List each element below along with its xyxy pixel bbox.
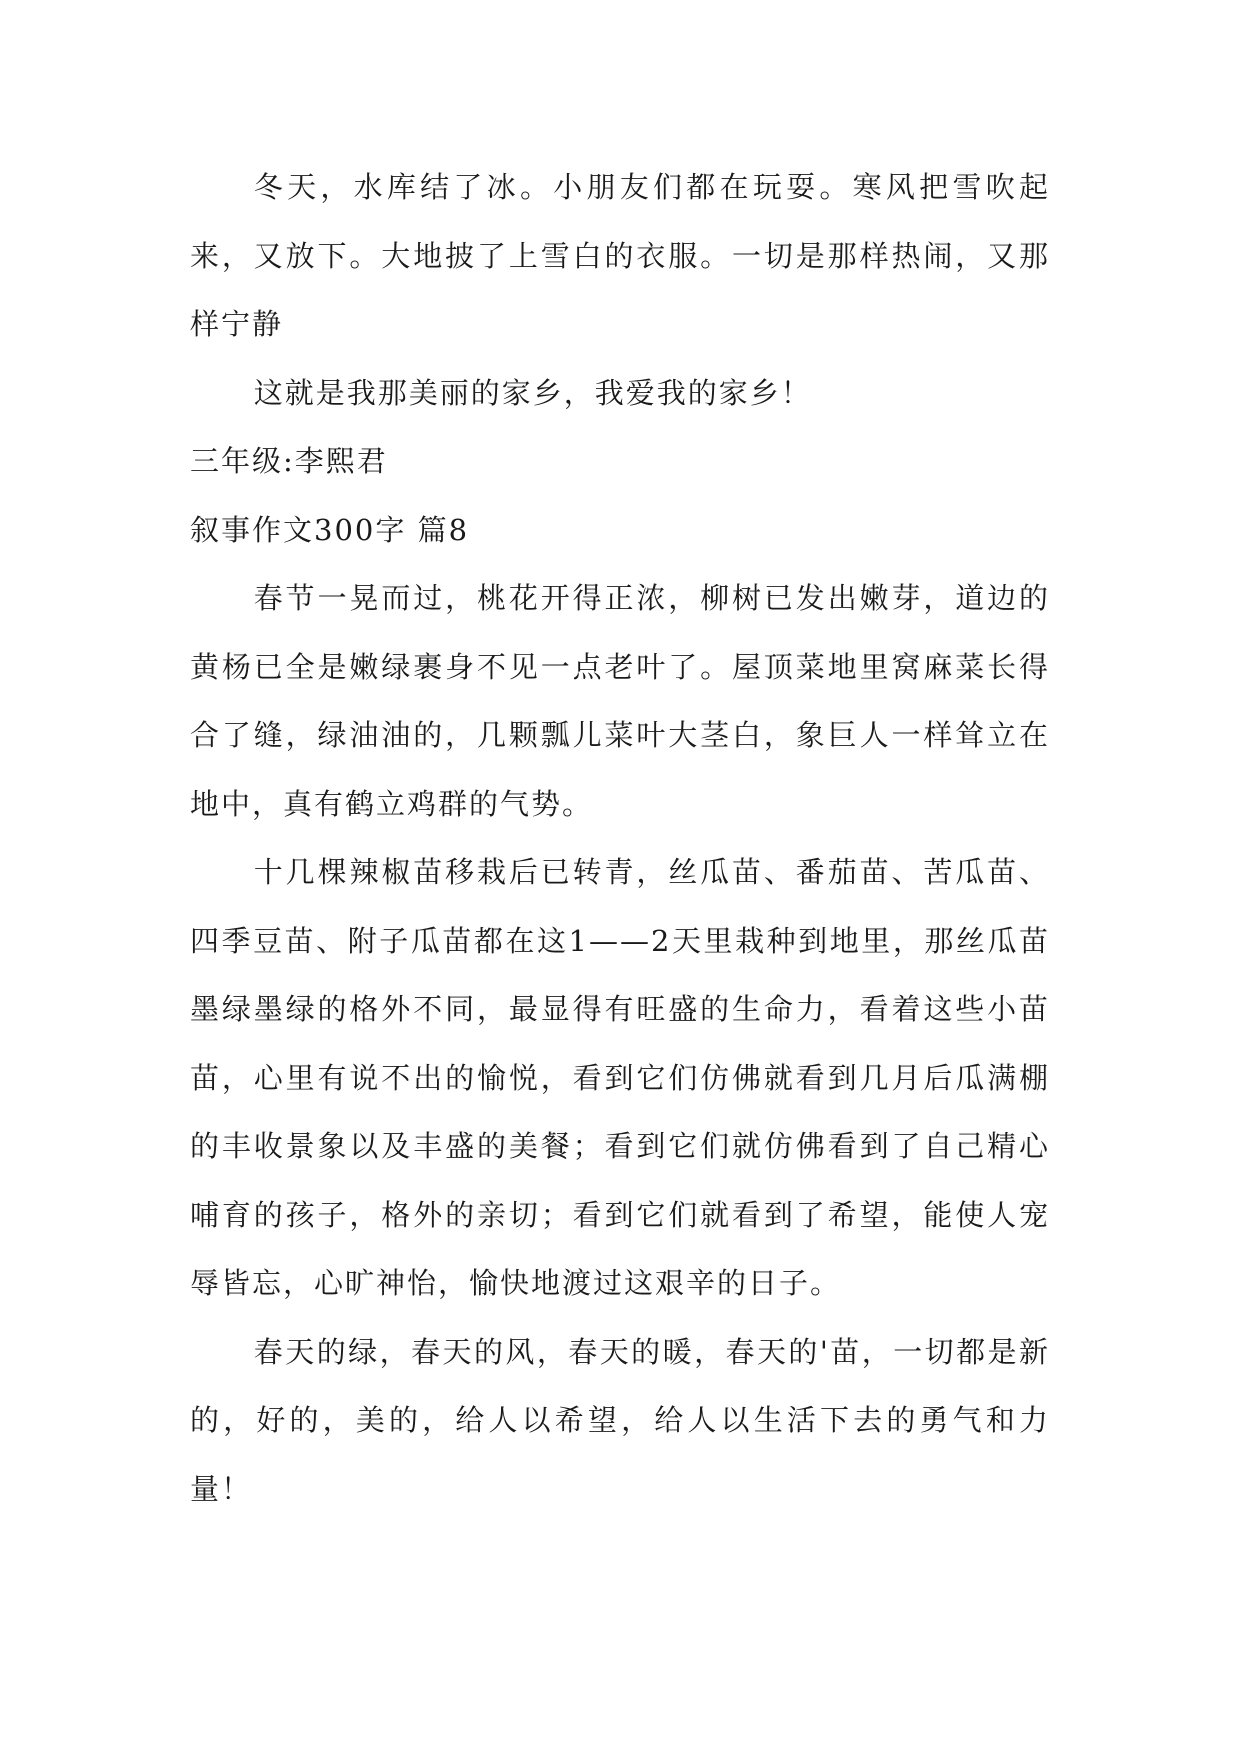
paragraph-spring-festival: 春节一晃而过，桃花开得正浓，柳树已发出嫩芽，道边的黄杨已全是嫩绿裹身不见一点老叶了。屋顶菜地里窝麻菜长得合了缝，绿油油的，几颗瓢儿菜叶大茎白，象巨人一样耸立在地中，真有鹤立鸡群的气势。: [190, 581, 1050, 821]
essay-heading: 叙事作文300字 篇8: [190, 512, 470, 547]
paragraph-spring-hope: 春天的绿，春天的风，春天的暖，春天的'苗，一切都是新的，好的，美的，给人以希望，给人以生活下去的勇气和力量！: [190, 1334, 1050, 1506]
paragraph-seedlings: 十几棵辣椒苗移栽后已转青，丝瓜苗、番茄苗、苦瓜苗、四季豆苗、附子瓜苗都在这1——2天里栽种到地里，那丝瓜苗墨绿墨绿的格外不同，最显得有旺盛的生命力，看着这些小苗苗，心里有说不出的愉悦，看到它们仿佛就看到几月后瓜满棚的丰收景象以及丰盛的美餐；看到它们就仿佛看到了自己精心哺育的孩子，格外的亲切；看到它们就看到了希望，能使人宠辱皆忘，心旷神怡，愉快地渡过这艰辛的日子。: [190, 855, 1050, 1300]
document-body: [190, 153, 1050, 1523]
paragraph-winter: 冬天，水库结了冰。小朋友们都在玩耍。寒风把雪吹起来，又放下。大地披了上雪白的衣服。一切是那样热闹，又那样宁静: [190, 170, 1050, 341]
author-line: 三年级:李熙君: [190, 444, 388, 478]
paragraph-love-hometown: 这就是我那美丽的家乡，我爱我的家乡！: [253, 375, 812, 410]
